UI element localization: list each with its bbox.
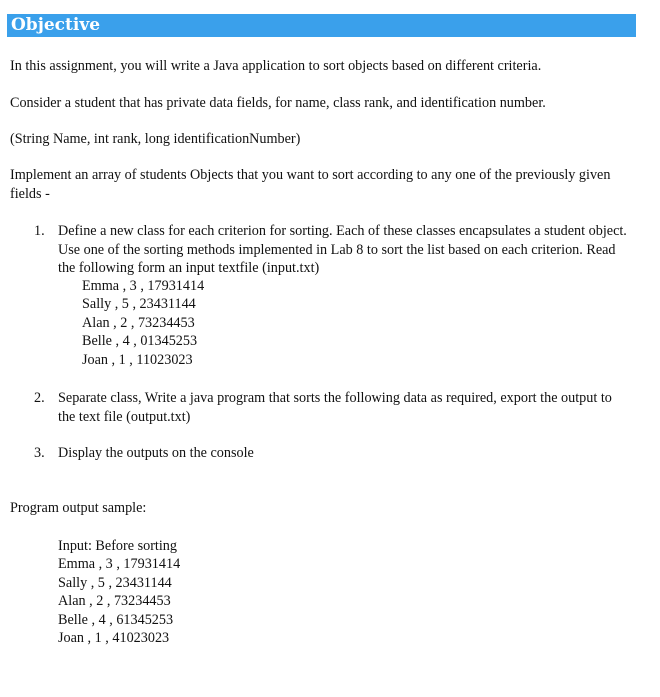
sample-data-line: Alan , 2 , 73234453 — [58, 593, 171, 609]
input-data-line: Belle , 4 , 01345253 — [82, 333, 198, 349]
input-data-line: Sally , 5 , 23431144 — [82, 296, 196, 312]
field-types-paragraph: (String Name, int rank, long identificationNumber) — [10, 131, 301, 147]
section-title: Objective — [11, 15, 101, 35]
step-text: Display the outputs on the console — [58, 445, 254, 461]
array-instructions-paragraph: Implement an array of students Objects that you want to sort according to any one of the previously given fields - — [10, 167, 611, 202]
input-data-line: Joan , 1 , 11023023 — [82, 352, 193, 368]
sample-data-line: Joan , 1 , 41023023 — [58, 630, 170, 646]
output-sample-heading: Program output sample: — [10, 500, 147, 516]
step-text: Define a new class for each criterion for sorting. Each of these classes encapsulates a student object. Use one of the sorting methods implemented in Lab 8 to sort the list based on each criterion. Read the following form an input textfile (input.txt) — [58, 223, 627, 276]
section-header-bar — [7, 14, 636, 37]
sample-data-line: Belle , 4 , 61345253 — [58, 612, 174, 628]
input-data-line: Emma , 3 , 17931414 — [82, 278, 205, 294]
student-fields-paragraph: Consider a student that has private data fields, for name, class rank, and identification number. — [10, 95, 546, 111]
step-number: 2. — [34, 390, 45, 406]
step-text: Separate class, Write a java program that sorts the following data as required, export the output to the text file (output.txt) — [58, 390, 612, 425]
sample-label: Input: Before sorting — [58, 538, 177, 554]
step-number: 1. — [34, 223, 45, 239]
input-data-line: Alan , 2 , 73234453 — [82, 315, 195, 331]
step-number: 3. — [34, 445, 45, 461]
sample-data-line: Sally , 5 , 23431144 — [58, 575, 172, 591]
sample-data-line: Emma , 3 , 17931414 — [58, 556, 181, 572]
intro-paragraph: In this assignment, you will write a Java application to sort objects based on different criteria. — [10, 58, 542, 74]
